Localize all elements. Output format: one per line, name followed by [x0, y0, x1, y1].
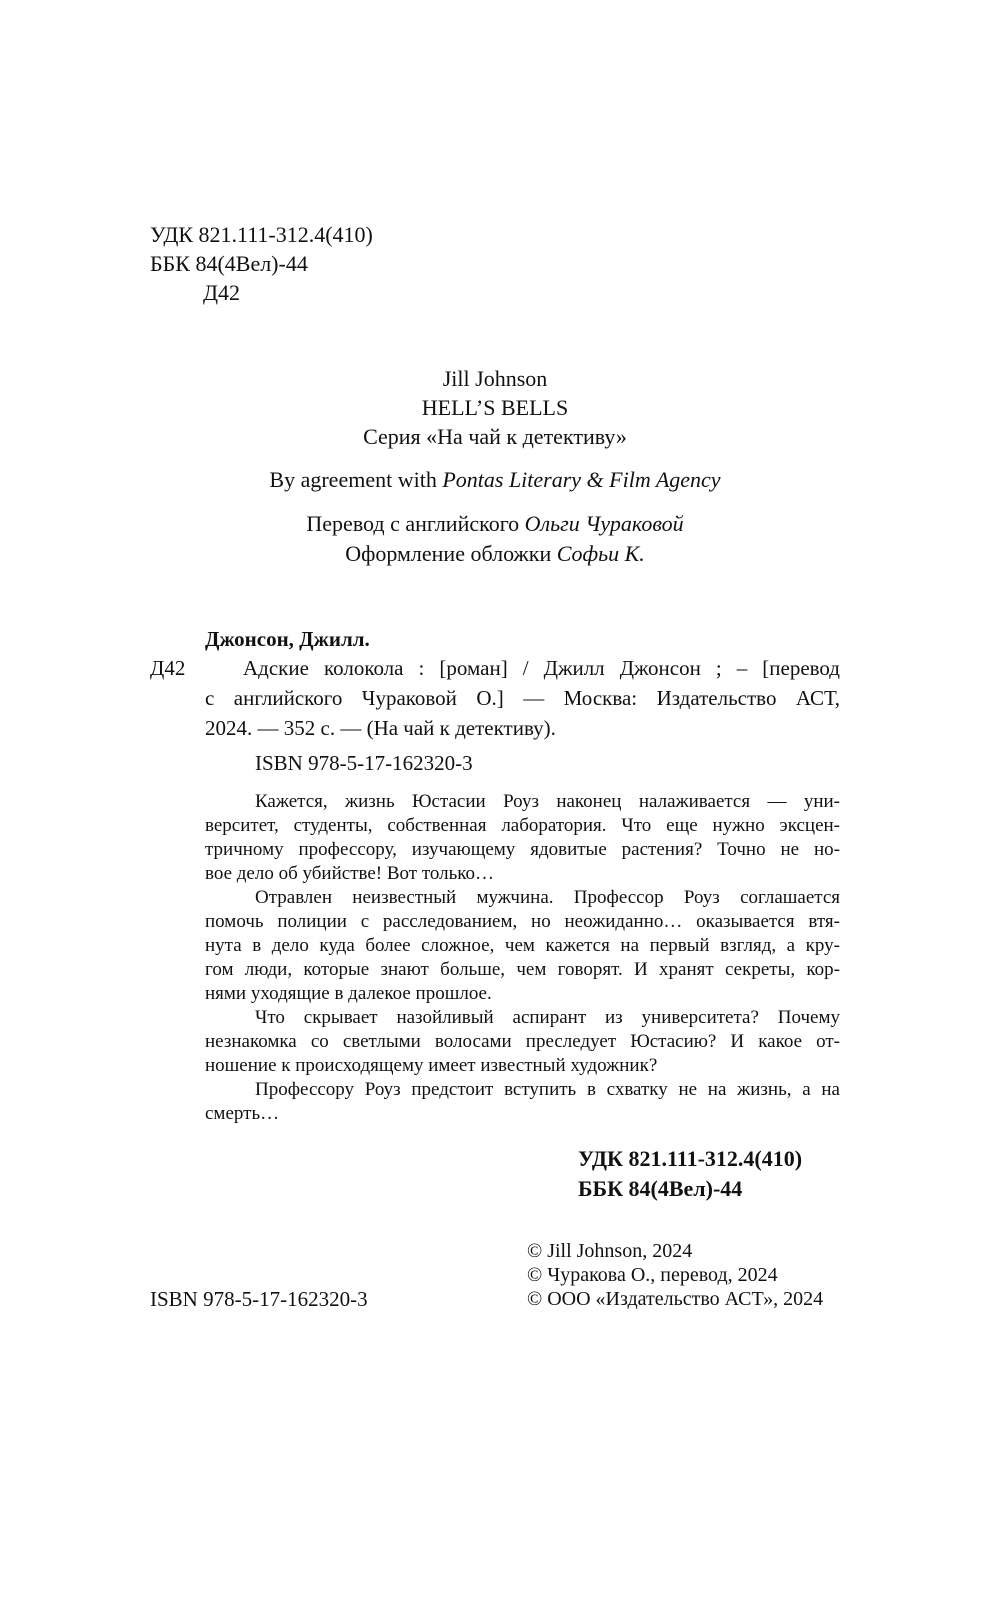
annotation-line: тричному профессору, изучающему ядовитые растения? Точно не но-: [205, 839, 840, 860]
cover-artist: Софьи К.: [556, 541, 645, 566]
agreement-prefix: By agreement with: [269, 467, 443, 492]
bib-heading: Джонсон, Джилл.: [205, 627, 370, 651]
cover-credit: [150, 541, 840, 567]
translation-prefix: Перевод с английского: [306, 511, 525, 536]
annotation-line: вое дело об убийстве! Вот только…: [205, 863, 495, 884]
annotation-line: незнакомка со светлыми волосами преследует Юстасию? И какое от-: [205, 1031, 840, 1052]
translation-credit: [150, 511, 840, 537]
annotation-line: Отравлен неизвестный мужчина. Профессор Роуз соглашается: [255, 887, 840, 908]
annotation-line: верситет, студенты, собственная лаборатория. Что еще нужно эксцен-: [205, 815, 840, 836]
bib-isbn: ISBN 978-5-17-162320-3: [255, 751, 473, 775]
annotation-line: Что скрывает назойливый аспирант из университета? Почему: [255, 1007, 840, 1028]
bib-line: 2024. — 352 с. — (На чай к детективу).: [205, 716, 556, 740]
annotation-line: Профессору Роуз предстоит вступить в схватку не на жизнь, а на: [255, 1079, 840, 1100]
copyright-line: © Чуракова О., перевод, 2024: [527, 1264, 778, 1286]
annotation-line: ношение к происходящему имеет известный художник?: [205, 1055, 658, 1076]
annotation-line: гом люди, которые знают больше, чем говорят. И хранят секреты, кор-: [205, 959, 840, 980]
udk-code: УДК 821.111-312.4(410): [150, 222, 373, 247]
bbk-code: ББК 84(4Вел)-44: [150, 251, 308, 276]
annotation-line: нями уходящие в далекое прошлое.: [205, 983, 492, 1004]
annotation-line: смерть…: [205, 1103, 280, 1124]
udk-code-bottom: УДК 821.111-312.4(410): [578, 1146, 803, 1171]
bib-line: с английского Чураковой О.] — Москва: Издательство АСТ,: [205, 686, 840, 710]
agency: Pontas Literary & Film Agency: [442, 467, 721, 492]
bib-sign: Д42: [150, 656, 186, 680]
annotation-line: нута в дело куда более сложное, чем кажется на первый взгляд, а кру-: [205, 935, 840, 956]
bib-line: Адские колокола : [роман] / Джилл Джонсон ; – [перевод: [243, 656, 840, 680]
copyright-line: © ООО «Издательство АСТ», 2024: [527, 1288, 824, 1310]
annotation-line: Кажется, жизнь Юстасии Роуз наконец налаживается — уни-: [255, 791, 840, 812]
original-title: HELL’S BELLS: [421, 395, 569, 420]
agreement-line: [150, 467, 840, 493]
copyright-line: © Jill Johnson, 2024: [527, 1240, 693, 1262]
cover-prefix: Оформление обложки: [345, 541, 557, 566]
annotation-line: помочь полиции с расследованием, но неожиданно… оказывается втя-: [205, 911, 840, 932]
bbk-code-bottom: ББК 84(4Вел)-44: [578, 1176, 743, 1201]
author-sign: Д42: [203, 280, 241, 305]
translator: Ольги Чураковой: [524, 511, 684, 536]
isbn-bottom: ISBN 978-5-17-162320-3: [150, 1287, 368, 1311]
original-author: Jill Johnson: [442, 366, 548, 391]
series: Серия «На чай к детективу»: [363, 424, 627, 449]
